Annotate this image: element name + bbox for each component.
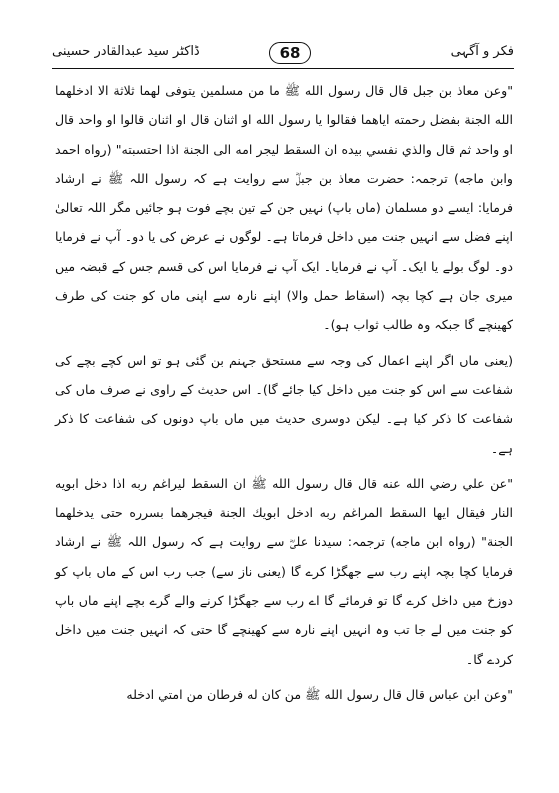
hadith-paragraph-ibn-abbas: "وعن ابن عباس قال قال رسول الله ﷺ من كان له فرطان من امتي ادخله (126, 686, 513, 702)
author-name: ڈاکٹر سید عبدالقادر حسینی (52, 44, 200, 59)
hadith-paragraph-ali: "عن علي رضي الله عنه قال قال رسول الله ﷺ ان السقط ليراغم ربه اذا دخل ابويه النار فيقال ايها السقط المراغم ربه ادخل ابويك الجنة فيجرهما بسرره حتى يدخلهما الجنة" (رواه ابن ماجه) ترجمہ: سیدنا علیؓ سے روایت ہے کہ رسول اللہ ﷺ نے ارشاد فرمایا کچا بچہ اپنے رب سے جھگڑا کرے گا (یعنی ناز سے) جب رب اس کے ماں باپ کو دوزخ میں داخل کرے گا تو فرمائے گا اے رب سے جھگڑا کرنے والے گرے بچے اپنے ماں باپ کو جنت میں لے جا تب وہ انہیں اپنے نارہ سے کھینچے گا حتی کہ انہیں جنت میں داخل کردے گا۔ (55, 475, 513, 667)
header-divider (52, 68, 514, 69)
page-number: 68 (269, 42, 311, 64)
hadith-paragraph-muadh: "وعن معاذ بن جبل قال قال رسول الله ﷺ ما من مسلمين يتوفى لهما ثلاثة الا ادخلهما الله الجنة بفضل رحمته اياهما فقالوا يا رسول الله او اثنان قال او اثنان قالوا او واحد قال او واحد ثم قال والذي نفسي بيده ان السقط ليجر امه الى الجنة اذا احتسبته" (رواه احمد وابن ماجه) ترجمہ: حضرت معاذ بن جبلؓ سے روایت ہے کہ رسول اللہ ﷺ نے ارشاد فرمایا: ایسے دو مسلمان (ماں باپ) نہیں جن کے تین بچے فوت ہو جائیں مگر اللہ تعالیٰ اپنے فضل سے انہیں جنت میں داخل فرماتا ہے۔ لوگوں نے عرض کی یا دو۔ آپ نے فرمایا دو۔ لوگ بولے یا ایک۔ آپ نے فرمایا۔ ایک آپ نے فرمایا اس کی قسم جس کے قبضہ میں میری جان ہے کچا بچہ (اسقاط حمل والا) اپنے نارہ سے اپنی ماں کو جنت کی طرف کھینچے گا جبکہ وہ طالب ثواب ہو)۔ (55, 83, 513, 333)
running-header (52, 42, 514, 68)
book-title: فکر و آگہی (450, 44, 514, 59)
page-body (55, 76, 513, 715)
commentary-paragraph: (یعنی ماں اگر اپنے اعمال کی وجہ سے مستحق جہنم بن گئی ہو تو اس کچے بچے کی شفاعت سے اس کو جنت میں داخل کیا جائے گا)۔ اس حدیث کے راوی نے صرف ماں کی شفاعت کا ذکر کیا ہے۔ لیکن دوسری حدیث میں ماں باپ دونوں کی شفاعت کا ذکر ہے۔ (55, 352, 513, 456)
